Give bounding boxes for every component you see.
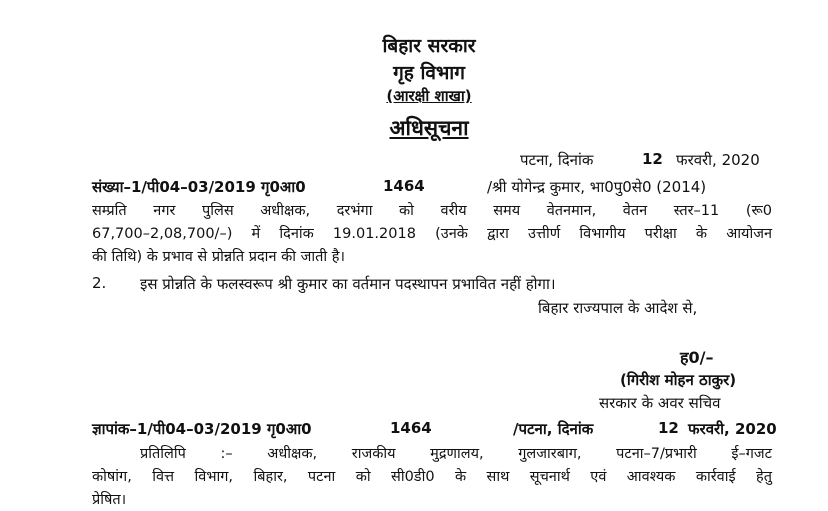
department-heading: गृह विभाग	[393, 62, 465, 84]
branch-heading: (आरक्षी शाखा)	[386, 87, 472, 105]
place-date-label: पटना, दिनांक	[520, 151, 594, 169]
memo-month-year: फरवरी, 2020	[688, 420, 777, 438]
signature-mark: ह0/–	[680, 348, 714, 367]
document-title: अधिसूचना	[389, 116, 469, 140]
notification-number: 1464	[383, 177, 425, 195]
memo-day: 12	[658, 419, 679, 437]
memo-copy-line-3: प्रेषित।	[92, 492, 127, 508]
memo-number: 1464	[390, 419, 432, 437]
notification-body-line-3: की तिथि) के प्रभाव से प्रोन्नति प्रदान की जाती है।	[92, 249, 345, 265]
memo-place-date-label: /पटना, दिनांक	[513, 420, 594, 438]
paragraph-2-number: 2.	[92, 274, 107, 292]
notification-number-label: संख्या–1/पी04–03/2019 गृ0आ0	[92, 178, 306, 196]
government-heading: बिहार सरकार	[382, 35, 476, 57]
memo-copy-line-1: प्रतिलिपि :– अधीक्षक, राजकीय मुद्रणालय, गुलजारबाग, पटना–7/प्रभारी ई–गजट	[140, 446, 772, 462]
place-date-month-year: फरवरी, 2020	[676, 151, 760, 169]
notification-body-line-1: सम्प्रति नगर पुलिस अधीक्षक, दरभंगा को वरीय समय वेतनमान, वेतन स्तर–11 (रू0	[92, 203, 772, 219]
paragraph-2-text: इस प्रोन्नति के फलस्वरूप श्री कुमार का वर्तमान पदस्थापन प्रभावित नहीं होगा।	[140, 275, 556, 293]
notification-subject: /श्री योगेन्द्र कुमार, भा0पु0से0 (2014)	[487, 178, 707, 196]
signatory-name: (गिरीश मोहन ठाकुर)	[620, 371, 737, 389]
place-date-day: 12	[642, 150, 663, 168]
notification-body-line-2: 67,700–2,08,700/–) में दिनांक 19.01.2018 (उनके द्वारा उत्तीर्ण विभागीय परीक्षा के आयोजन	[92, 226, 772, 242]
governor-order-line: बिहार राज्यपाल के आदेश से,	[538, 299, 698, 317]
memo-copy-line-2: कोषांग, वित्त विभाग, बिहार, पटना को सी0डी0 के साथ सूचनार्थ एवं आवश्यक कार्रवाई हेतु	[92, 469, 772, 485]
signatory-designation: सरकार के अवर सचिव	[599, 394, 721, 412]
memo-number-label: ज्ञापांक–1/पी04–03/2019 गृ0आ0	[92, 420, 312, 438]
